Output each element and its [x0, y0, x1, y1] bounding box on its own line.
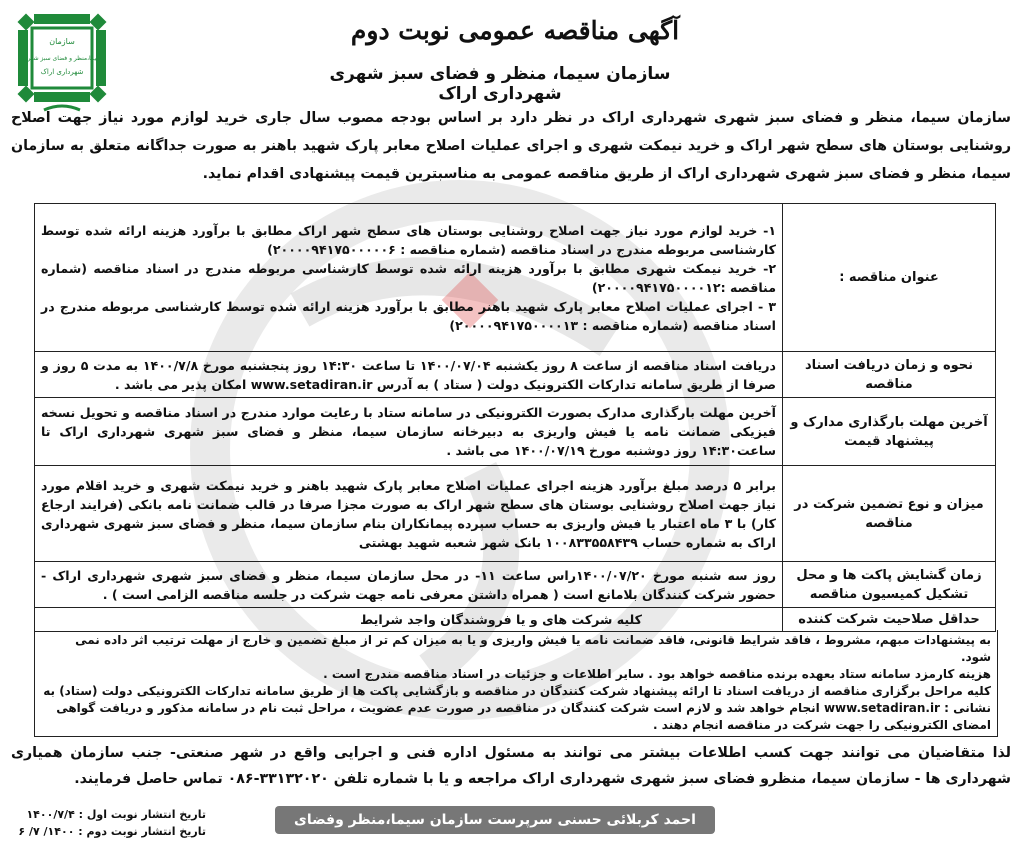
row-label: حداقل صلاحیت شرکت کننده [783, 608, 996, 632]
row-value: آخرین مهلت بارگذاری مدارک بصورت الکترونیکی در سامانه ستاد با رعایت موارد مندرج در اسناد مناقصه و تحویل نسخه فیزیکی ضمانت نامه یا فیش واریزی به دبیرخانه سازمان سیما، منظر و فضای سبز شهری شهرداری اراک تا ساعت۱۴:۳۰ روز دوشنبه مورخ ۱۴۰۰/۰۷/۱۹ می باشد . [35, 398, 783, 466]
condition-line: به پیشنهادات مبهم، مشروط ، فاقد شرایط قانونی، فاقد ضمانت نامه یا فیش واریزی و یا به میزان کم تر از مبلغ تضمین و خارج از مهلت ترتیب اثر داده نمی شود. [75, 633, 991, 664]
condition-line: هزینه کارمزد سامانه ستاد بعهده برنده مناقصه خواهد بود . سایر اطلاعات و جزئیات در اسناد مناقصه مندرج است . [323, 667, 991, 681]
condition-line: کلیه مراحل برگزاری مناقصه از دریافت اسناد تا ارائه پیشنهاد شرکت کنندگان در مناقصه و بازگشایی پاکت ها از طریق سامانه تدارکات الکترونیکی دولت (ستاد) به نشانی : www.setadiran.ir انجام خواهد شد و لازم است شرکت کنندگان در مناقصه در صورت عدم عضویت ، مراحل ثبت نام در سامانه مذکور و دریافت گواهی امضای الکترونیکی را جهت شرکت در مناقصه انجام دهند . [43, 684, 991, 732]
table-row [35, 562, 996, 608]
row-label: نحوه و زمان دریافت اسناد مناقصه [783, 352, 996, 398]
tender-item-3: ۳ - اجرای عملیات اصلاح معابر پارک شهید باهنر مطابق با برآورد هزینه ارائه شده توسط کارشناسی مربوطه مندرج در اسناد مناقصه (شماره مناقصه : ۲۰۰۰۰۹۴۱۷۵۰۰۰۰۱۳) [41, 298, 776, 333]
row-label: میزان و نوع تضمین شرکت در مناقصه [783, 466, 996, 562]
notice-conditions-box [34, 630, 998, 737]
first-publication-date: تاریخ انتشار نوبت اول : ۱۴۰۰/۷/۴ [26, 808, 206, 821]
notice-intro-paragraph: سازمان سیما، منظر و فضای سبز شهری شهرداری اراک در نظر دارد بر اساس بودجه مصوب سال جاری خرید لوازم مورد نیاز جهت اصلاح روشنایی بوستان های سطح شهر اراک و خرید نیمکت شهری و اجرای عملیات اصلاح معابر پارک شهید باهنر به صورت جداگانه متعلق به سازمان سیما، منظر و فضای سبز شهری شهرداری اراک از طریق مناقصه عمومی به مناسبترین قیمت پیشنهادی اقدام نماید. [11, 110, 1011, 182]
logo-text-line2: سیما،منظر و فضای سبز شهری [22, 55, 102, 62]
logo-text-line1: سازمان [49, 37, 75, 46]
table-row [35, 398, 996, 466]
publication-dates [6, 806, 206, 840]
table-row [35, 466, 996, 562]
second-publication-date: تاریخ انتشار نوبت دوم : ۱۴۰۰/ ۷/ ۶ [18, 825, 206, 838]
table-row [35, 608, 996, 632]
tender-item-2: ۲- خرید نیمکت شهری مطابق با برآورد هزینه ارائه شده توسط کارشناسی مربوطه مندرج در اسناد مناقصه (شماره مناقصه :۲۰۰۰۰۹۴۱۷۵۰۰۰۰۱۲) [41, 260, 776, 295]
row-label: عنوان مناقصه : [783, 204, 996, 352]
row-label: آخرین مهلت بارگذاری مدارک و پیشنهاد قیمت [783, 398, 996, 466]
signature-banner: احمد کربلائی حسنی سرپرست سازمان سیما،منظر وفضای سبزشهری [275, 806, 715, 834]
notice-subtitle: سازمان سیما، منظر و فضای سبز شهری شهرداری اراک [329, 64, 671, 104]
row-value: روز سه شنبه مورخ ۱۴۰۰/۰۷/۲۰راس ساعت ۱۱- در محل سازمان سیما، منظر و فضای سبز شهری شهرداری اراک - حضور شرکت کنندگان بلامانع است ( همراه داشتن معرفی نامه جهت شرکت در جلسه مناقصه الزامی است ) . [35, 562, 783, 608]
row-value [35, 204, 783, 352]
table-row [35, 204, 996, 352]
tender-details-table [34, 203, 996, 632]
logo-text-line3: شهرداری اراک [40, 68, 84, 76]
row-value: برابر ۵ درصد مبلغ برآورد هزینه اجرای عملیات اصلاح معابر پارک شهید باهنر و خرید نیمکت شهری و خرید اقلام مورد نیاز جهت اصلاح روشنایی بوستان های سطح شهر اراک به صورت مجزا صرفا در قالب ضمانت نامه بانکی (فرایند ارجاع کار) با ۳ ماه اعتبار یا فیش واریزی به حساب سپرده پیمانکاران بنام سازمان سیما، منظر و فضای سبز شهری شهرداری اراک به شماره حساب ۱۰۰۸۳۳۵۵۸۴۳۹ بانک شهر شعبه شهید بهشتی [35, 466, 783, 562]
row-value: کلیه شرکت های و یا فروشندگان واجد شرایط [35, 608, 783, 632]
row-value: دریافت اسناد مناقصه از ساعت ۸ روز یکشنبه ۱۴۰۰/۰۷/۰۴ تا ساعت ۱۴:۳۰ روز پنجشنبه مورخ ۱۴۰۰/۷/۸ به مدت ۵ روز و صرفا از طریق سامانه تدارکات الکترونیک دولت ( ستاد ) به آدرس www.setadiran.ir امکان پذیر می باشد . [35, 352, 783, 398]
contact-paragraph: لذا متقاضیان می توانند جهت کسب اطلاعات بیشتر می توانند به مسئول اداره فنی و اجرایی واقع در شهر صنعتی- جنب سازمان همیاری شهرداری ها - سازمان سیما، منظرو فضای سبز شهری شهرداری اراک مراجعه و یا با شماره تلفن ۳۳۱۳۲۰۲۰-۰۸۶ تماس حاصل فرمایند. [11, 745, 1011, 787]
notice-title: آگهی مناقصه عمومی نوبت دوم [350, 16, 680, 45]
tender-item-1: ۱- خرید لوازم مورد نیاز جهت اصلاح روشنایی بوستان های سطح شهر اراک مطابق با برآورد هزینه ارائه شده توسط کارشناسی مربوطه مندرج در اسناد مناقصه (شماره مناقصه : ۲۰۰۰۰۹۴۱۷۵۰۰۰۰۰۶) [41, 222, 776, 257]
row-label: زمان گشایش پاکت ها و محل تشکیل کمیسیون مناقصه [783, 562, 996, 608]
table-row [35, 352, 996, 398]
